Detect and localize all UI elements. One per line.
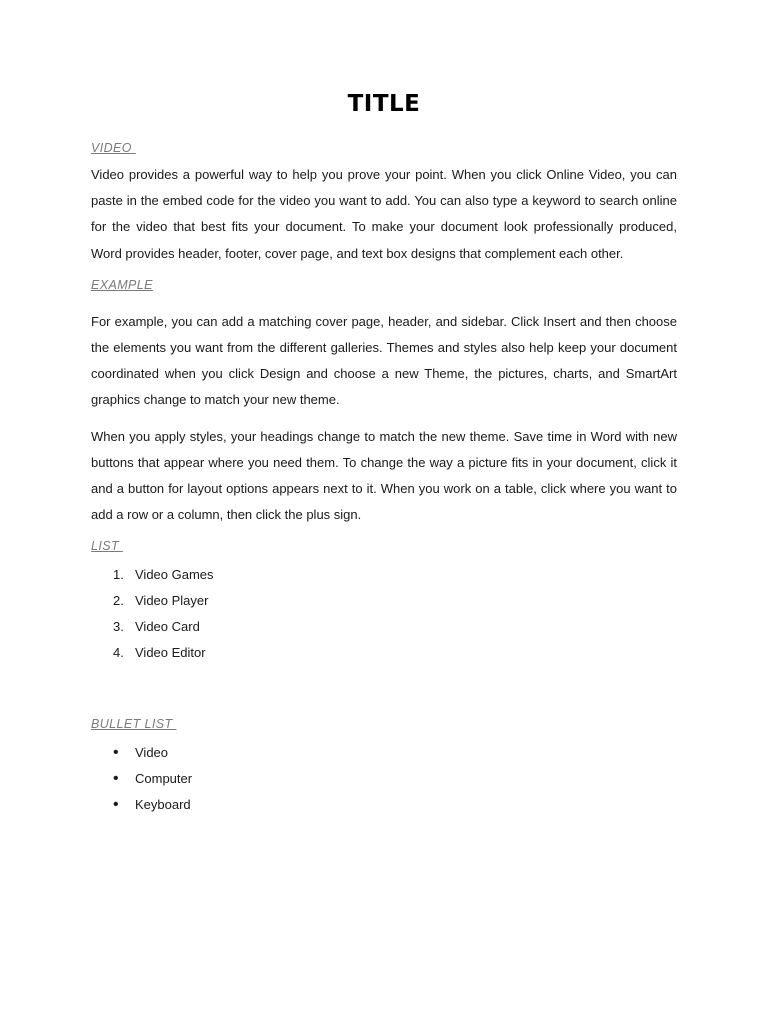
paragraph-example-2: When you apply styles, your headings change to match the new theme. Save time in Word with new buttons that appear where you need them. To change the way a picture fits in your document, click it and a button for layout options appears next to it. When you work on a table, click where you want to add a row or a column, then click the plus sign. <box>91 428 677 523</box>
list-number: 1. <box>113 567 124 583</box>
list-item-text: Video <box>135 745 169 761</box>
list-item-text: Keyboard <box>135 797 191 813</box>
list-item-text: Video Editor <box>135 645 206 661</box>
bullet-icon: • <box>113 770 119 788</box>
heading-example: EXAMPLE <box>91 277 153 292</box>
list-item <box>91 562 677 588</box>
list-item-text: Computer <box>135 771 193 787</box>
bullet-icon: • <box>113 796 119 814</box>
list-item <box>91 740 677 766</box>
document-title: TITLE <box>347 91 421 117</box>
list-number: 3. <box>113 619 124 635</box>
heading-video: VIDEO <box>91 141 136 155</box>
list-item-text: Video Card <box>135 619 200 635</box>
list-number: 4. <box>113 645 124 661</box>
heading-bullet-list: BULLET LIST <box>91 717 177 732</box>
list-item <box>91 614 677 640</box>
list-item <box>91 588 677 614</box>
heading-list: LIST <box>91 539 123 554</box>
paragraph-video: Video provides a powerful way to help you prove your point. When you click Online Video, you can paste in the embed code for the video you want to add. You can also type a keyword to search online for the video that best fits your document. To make your document look professionally produced, Word provides header, footer, cover page, and text box designs that complement each other. <box>91 167 677 261</box>
list-item-text: Video Games <box>135 567 214 583</box>
bullet-list <box>91 740 677 818</box>
bullet-icon: • <box>113 744 119 762</box>
list-item <box>91 766 677 792</box>
list-item-text: Video Player <box>135 593 209 609</box>
list-item <box>91 792 677 818</box>
list-number: 2. <box>113 593 124 609</box>
list-item <box>91 640 677 666</box>
numbered-list <box>91 562 677 666</box>
paragraph-example-1: For example, you can add a matching cover page, header, and sidebar. Click Insert and then choose the elements you want from the different galleries. Themes and styles also help keep your document coordinated when you click Design and choose a new Theme, the pictures, charts, and SmartArt graphics change to match your new theme. <box>91 313 677 408</box>
